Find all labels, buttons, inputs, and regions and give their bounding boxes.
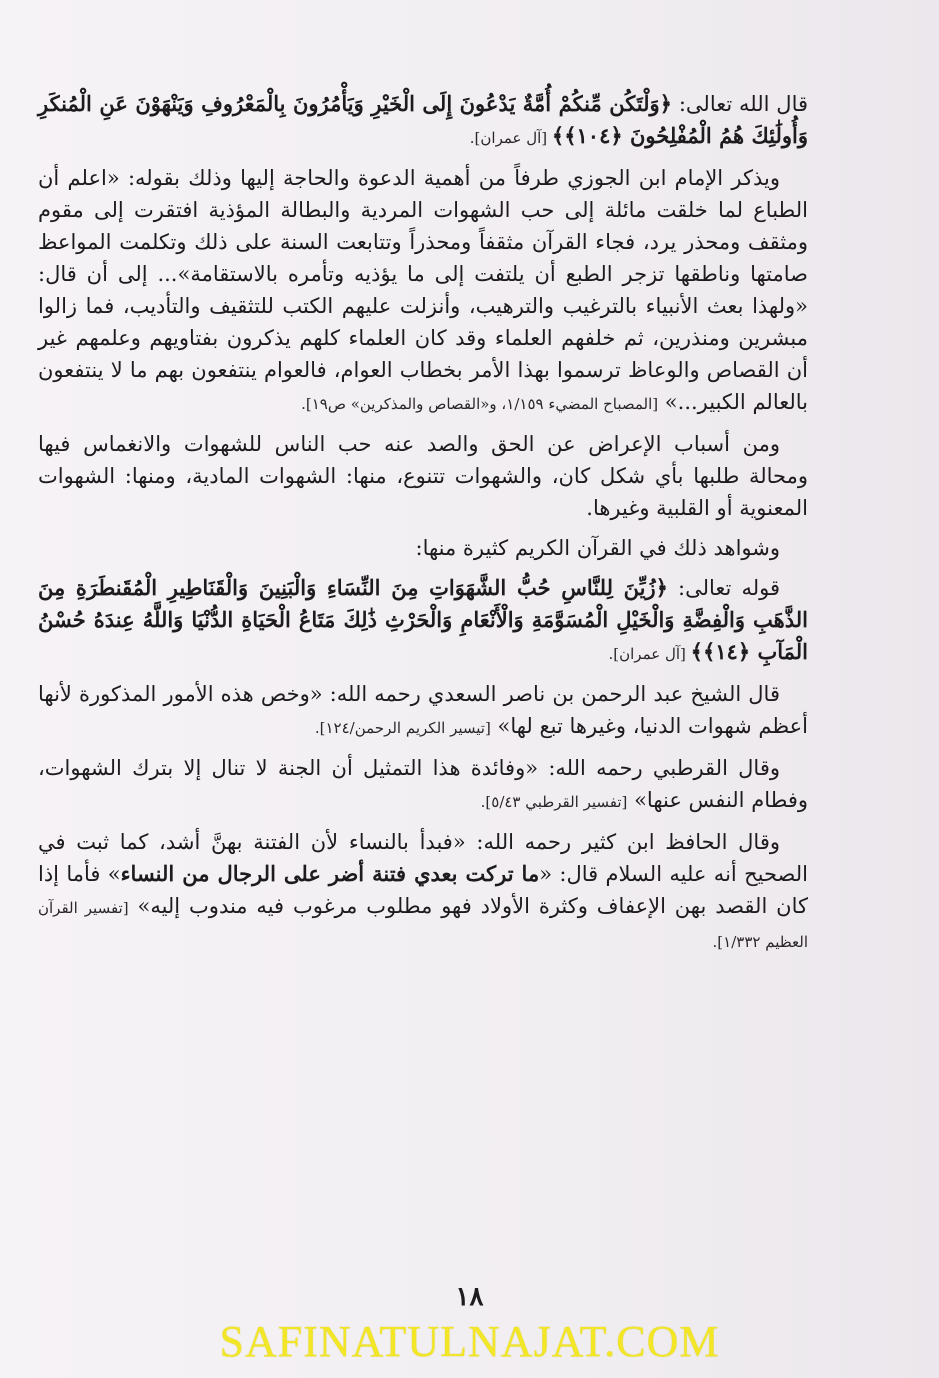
site-watermark: SAFINATULNAJAT.COM xyxy=(219,1317,720,1366)
page-number: ١٨ xyxy=(455,1282,484,1312)
citation-ref: [تفسير القرآن العظيم ١/٣٣٢]. xyxy=(38,899,808,951)
paragraph xyxy=(38,826,808,958)
quran-verse: ﴿زُيِّنَ لِلنَّاسِ حُبُّ الشَّهَوَاتِ مِنَ النِّسَاءِ وَالْبَنِينَ وَالْقَنَاطِيرِ الْمُقَنطَرَةِ مِنَ الذَّهَبِ وَالْفِضَّةِ وَالْخَيْلِ الْمُسَوَّمَةِ وَالْأَنْعَامِ وَالْحَرْثِ ذَٰلِكَ مَتَاعُ الْحَيَاةِ الدُّنْيَا وَاللَّهُ عِندَهُ حُسْنُ الْمَآبِ ﴿١٤﴾﴾ xyxy=(38,575,808,664)
citation-ref: [آل عمران]. xyxy=(608,645,691,663)
page-body-text xyxy=(38,88,808,966)
paragraph xyxy=(38,428,808,524)
paragraph xyxy=(38,88,808,154)
text-run: قال الشيخ عبد الرحمن بن ناصر السعدي رحمه الله: «وخص هذه الأمور المذكورة لأنها أعظم شهوات الدنيا، وغيرها تبع لها» xyxy=(38,682,808,738)
paragraph xyxy=(38,532,808,564)
citation-ref: [المصباح المضيء ١/١٥٩، و«القصاص والمذكرين» ص١٩]. xyxy=(301,395,659,413)
text-run: وشواهد ذلك في القرآن الكريم كثيرة منها: xyxy=(415,536,780,560)
text-run: ويذكر الإمام ابن الجوزي طرفاً من أهمية الدعوة والحاجة إليها وذلك بقوله: «اعلم أن الطباع لما خلقت مائلة إلى حب الشهوات المردية والبطالة المؤذية افتقرت إلى مقوم ومثقف ومحذر يرد، فجاء القرآن مثقفاً ومحذراً وتتابعت السنة على ذلك وتكلمت المواعظ صامتها وناطقها تزجر الطبع أن يلتفت إلى ما يؤذيه وتأمره بالاستقامة»... إلى أن قال: «ولهذا بعث الأنبياء بالترغيب والترهيب، وأنزلت عليهم الكتب للتثقيف والتأديب، فما زالوا مبشرين ومنذرين، ثم خلفهم العلماء وقد كان العلماء كلهم يذكرون بفتاويهم وعلمهم غير أن القصاص والوعاظ ترسموا بهذا الأمر بخطاب العوام، فالعوام ينتفعون بهم ما لا ينتفعون بالعالم الكبير...» xyxy=(38,166,808,414)
paragraph xyxy=(38,752,808,818)
citation-ref: [تيسير الكريم الرحمن/١٢٤]. xyxy=(314,719,491,737)
quran-verse: ﴿وَلْتَكُن مِّنكُمْ أُمَّةٌ يَدْعُونَ إِلَى الْخَيْرِ وَيَأْمُرُونَ بِالْمَعْرُوفِ وَيَنْهَوْنَ عَنِ الْمُنكَرِ وَأُولَٰئِكَ هُمُ الْمُفْلِحُونَ ﴿١٠٤﴾﴾ xyxy=(38,91,808,148)
text-run: وقال القرطبي رحمه الله: «وفائدة هذا التمثيل أن الجنة لا تنال إلا بترك الشهوات، وفطام النفس عنها» xyxy=(38,756,808,812)
paragraph xyxy=(38,572,808,670)
paragraph xyxy=(38,162,808,420)
citation-ref: [آل عمران]. xyxy=(469,129,552,147)
citation-ref: [تفسير القرطبي ٥/٤٣]. xyxy=(480,793,628,811)
paragraph xyxy=(38,678,808,744)
text-run: قوله تعالى: xyxy=(667,576,780,600)
text-run: ومن أسباب الإعراض عن الحق والصد عنه حب الناس للشهوات والانغماس فيها ومحالة طلبها بأي شكل كان، والشهوات تتنوع، منها: الشهوات المادية، ومنها: الشهوات المعنوية أو القلبية وغيرها. xyxy=(38,432,808,520)
text-run: » فأما إذا كان القصد بهن الإعفاف وكثرة الأولاد فهو مطلوب مرغوب فيه مندوب إليه» xyxy=(38,862,808,918)
hadith-bold-text: ما تركت بعدي فتنة أضر على الرجال من النساء xyxy=(120,861,540,886)
text-run: قال الله تعالى: xyxy=(672,92,809,116)
text-run: وقال الحافظ ابن كثير رحمه الله: «فبدأ بالنساء لأن الفتنة بهنَّ أشد، كما ثبت في الصحيح أنه عليه السلام قال: « xyxy=(38,830,808,886)
